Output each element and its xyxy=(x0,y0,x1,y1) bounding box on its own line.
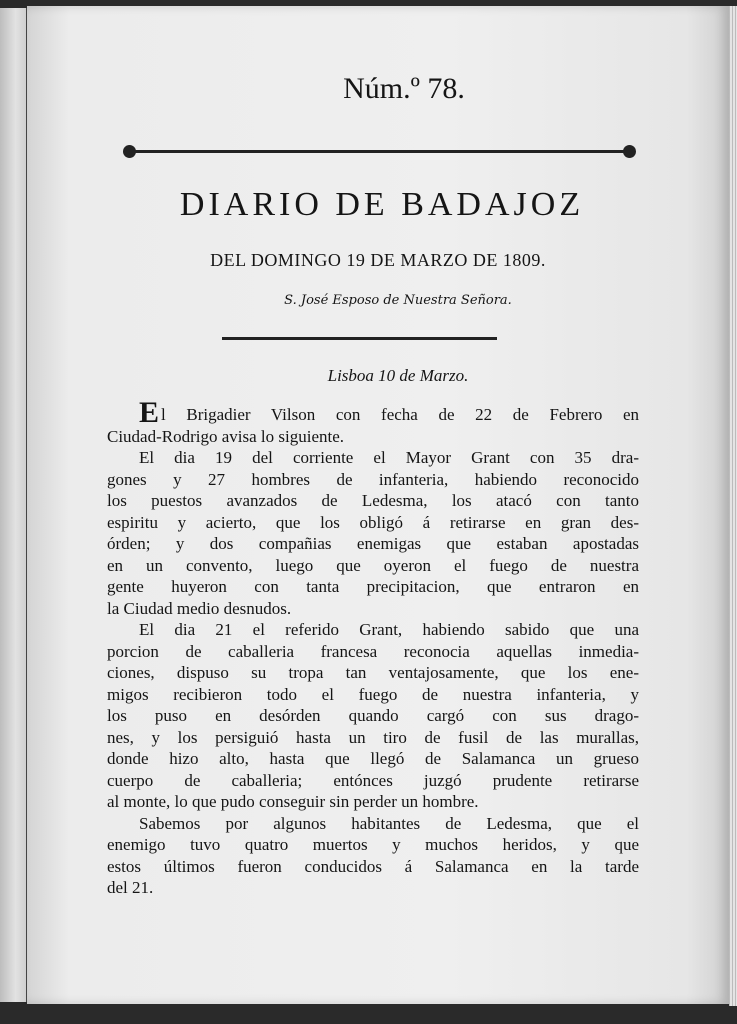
text-line: órden; y dos compañias enemigas que estaban apostadas xyxy=(107,534,639,553)
drop-cap: E xyxy=(139,396,160,429)
text-line: nes, y los persiguió hasta un tiro de fusil de las murallas, xyxy=(107,727,639,747)
text-line: ciones, dispuso su tropa tan ventajosamente, que los ene- xyxy=(107,663,639,682)
text-line: al monte, lo que pudo conseguir sin perder un hombre. xyxy=(107,792,479,811)
paragraph-4 xyxy=(107,813,639,899)
text-line: donde hizo alto, hasta que llegó de Salamanca un grueso xyxy=(107,749,639,768)
text-line: migos recibieron todo el fuego de nuestra infanteria, y xyxy=(107,684,639,704)
header-divider xyxy=(222,337,497,340)
newspaper-title: DIARIO DE BADAJOZ xyxy=(179,186,585,223)
text-line: Sabemos por algunos habitantes de Ledesma, que el xyxy=(139,813,639,833)
text-line: porcion de caballeria francesa reconocia aquellas inmedia- xyxy=(107,641,639,661)
left-page-edge xyxy=(0,8,28,1002)
text-line: gente huyeron con tanta precipitacion, que entraron en xyxy=(107,577,639,596)
paragraph-1 xyxy=(107,396,639,447)
text-line: del 21. xyxy=(107,878,154,897)
text-line: enemigo tuvo quatro muertos y muchos heridos, y que xyxy=(107,835,639,854)
text-line: El Brigadier Vilson con fecha de 22 de Febrero en xyxy=(139,396,639,429)
text-line: gones y 27 hombres de infanteria, habiendo reconocido xyxy=(107,469,639,489)
text-line: El dia 19 del corriente el Mayor Grant con 35 dra- xyxy=(139,448,639,467)
text-line: en un convento, luego que oyeron el fuego de nuestra xyxy=(107,555,639,575)
right-page-edges xyxy=(729,6,737,1006)
text-line: la Ciudad medio desnudos. xyxy=(107,598,292,618)
text-line: cuerpo de caballeria; entónces juzgó prudente retirarse xyxy=(107,770,639,790)
paragraph-2 xyxy=(107,447,639,619)
top-ornamental-rule xyxy=(127,150,632,153)
article-body xyxy=(107,396,639,899)
text-line: El dia 21 el referido Grant, habiendo sabido que una xyxy=(139,620,639,639)
text-line: los puso en desórden quando cargó con sus drago- xyxy=(107,706,639,725)
text-line: estos últimos fueron conducidos á Salamanca en la tarde xyxy=(107,856,639,876)
text-line: espiritu y acierto, que los obligó á retirarse en gran des- xyxy=(107,512,639,532)
text-line: Ciudad-Rodrigo avisa lo siguiente. xyxy=(107,426,345,446)
newspaper-page xyxy=(27,6,729,1004)
paragraph-3 xyxy=(107,619,639,813)
dateline: DEL DOMINGO 19 DE MARZO DE 1809. xyxy=(210,250,546,270)
article-place-date: Lisboa 10 de Marzo. xyxy=(327,366,469,385)
saint-of-day: S. José Esposo de Nuestra Señora. xyxy=(284,293,512,308)
issue-number: Núm.º 78. xyxy=(343,72,465,105)
text-line: los puestos avanzados de Ledesma, los atacó con tanto xyxy=(107,491,639,510)
